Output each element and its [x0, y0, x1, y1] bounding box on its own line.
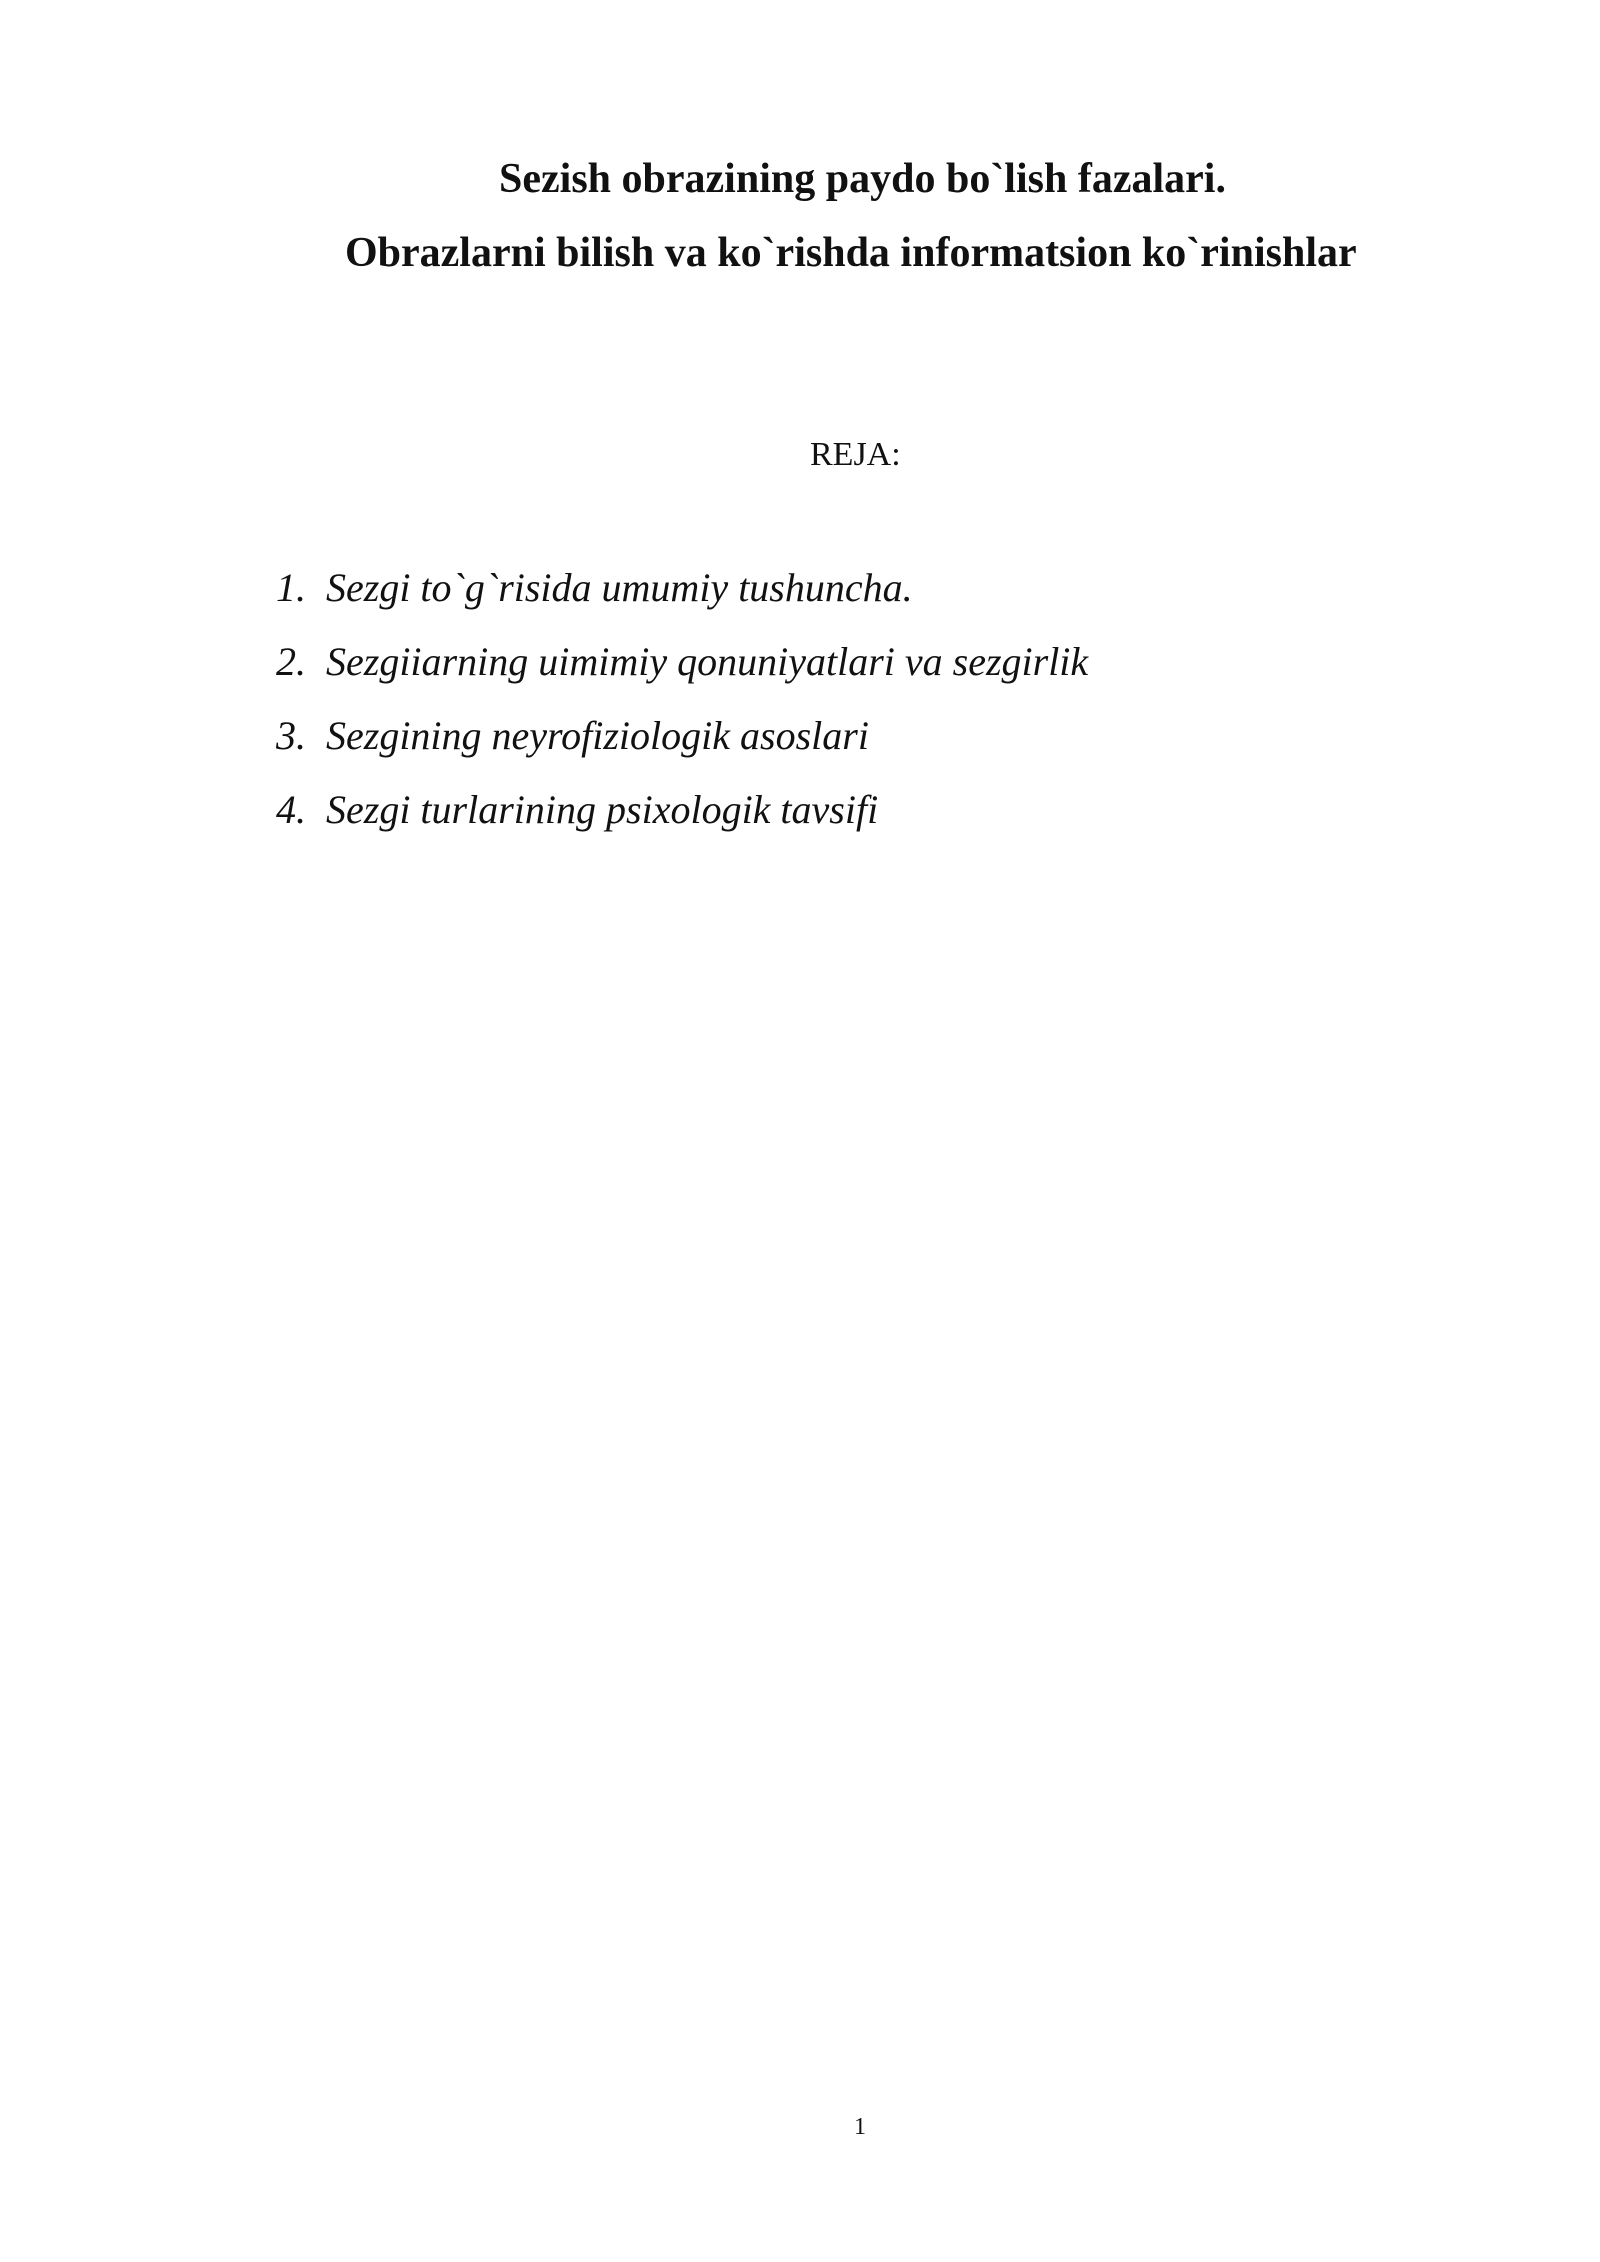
plan-item-number: 4. — [276, 787, 306, 832]
plan-item — [276, 639, 1089, 716]
page-number: 1 — [854, 2114, 866, 2140]
title-line-1: Sezish obrazining paydo bo`lish fazalari. — [499, 156, 1226, 202]
plan-item-number: 2. — [276, 639, 306, 684]
plan-item-number: 3. — [276, 713, 306, 758]
plan-item-number: 1. — [276, 565, 306, 610]
plan-item — [276, 565, 1088, 642]
plan-item-text: Sezgi turlarining psixologik tavsifi — [326, 787, 879, 832]
title-line-2: Obrazlarni bilish va ko`rishda informatsion ko`rinishlar — [345, 230, 1357, 276]
plan-item-text: Sezgining neyrofiziologik asoslari — [326, 713, 869, 758]
plan-item-text: Sezgi to`g`risida umumiy tushuncha. — [326, 565, 913, 610]
plan-item — [276, 787, 1088, 864]
plan-list — [276, 565, 1089, 864]
plan-heading: REJA: — [810, 436, 901, 473]
plan-item-text: Sezgiiarning uimimiy qonuniyatlari va sezgirlik — [326, 639, 1089, 684]
plan-item — [276, 713, 1088, 790]
